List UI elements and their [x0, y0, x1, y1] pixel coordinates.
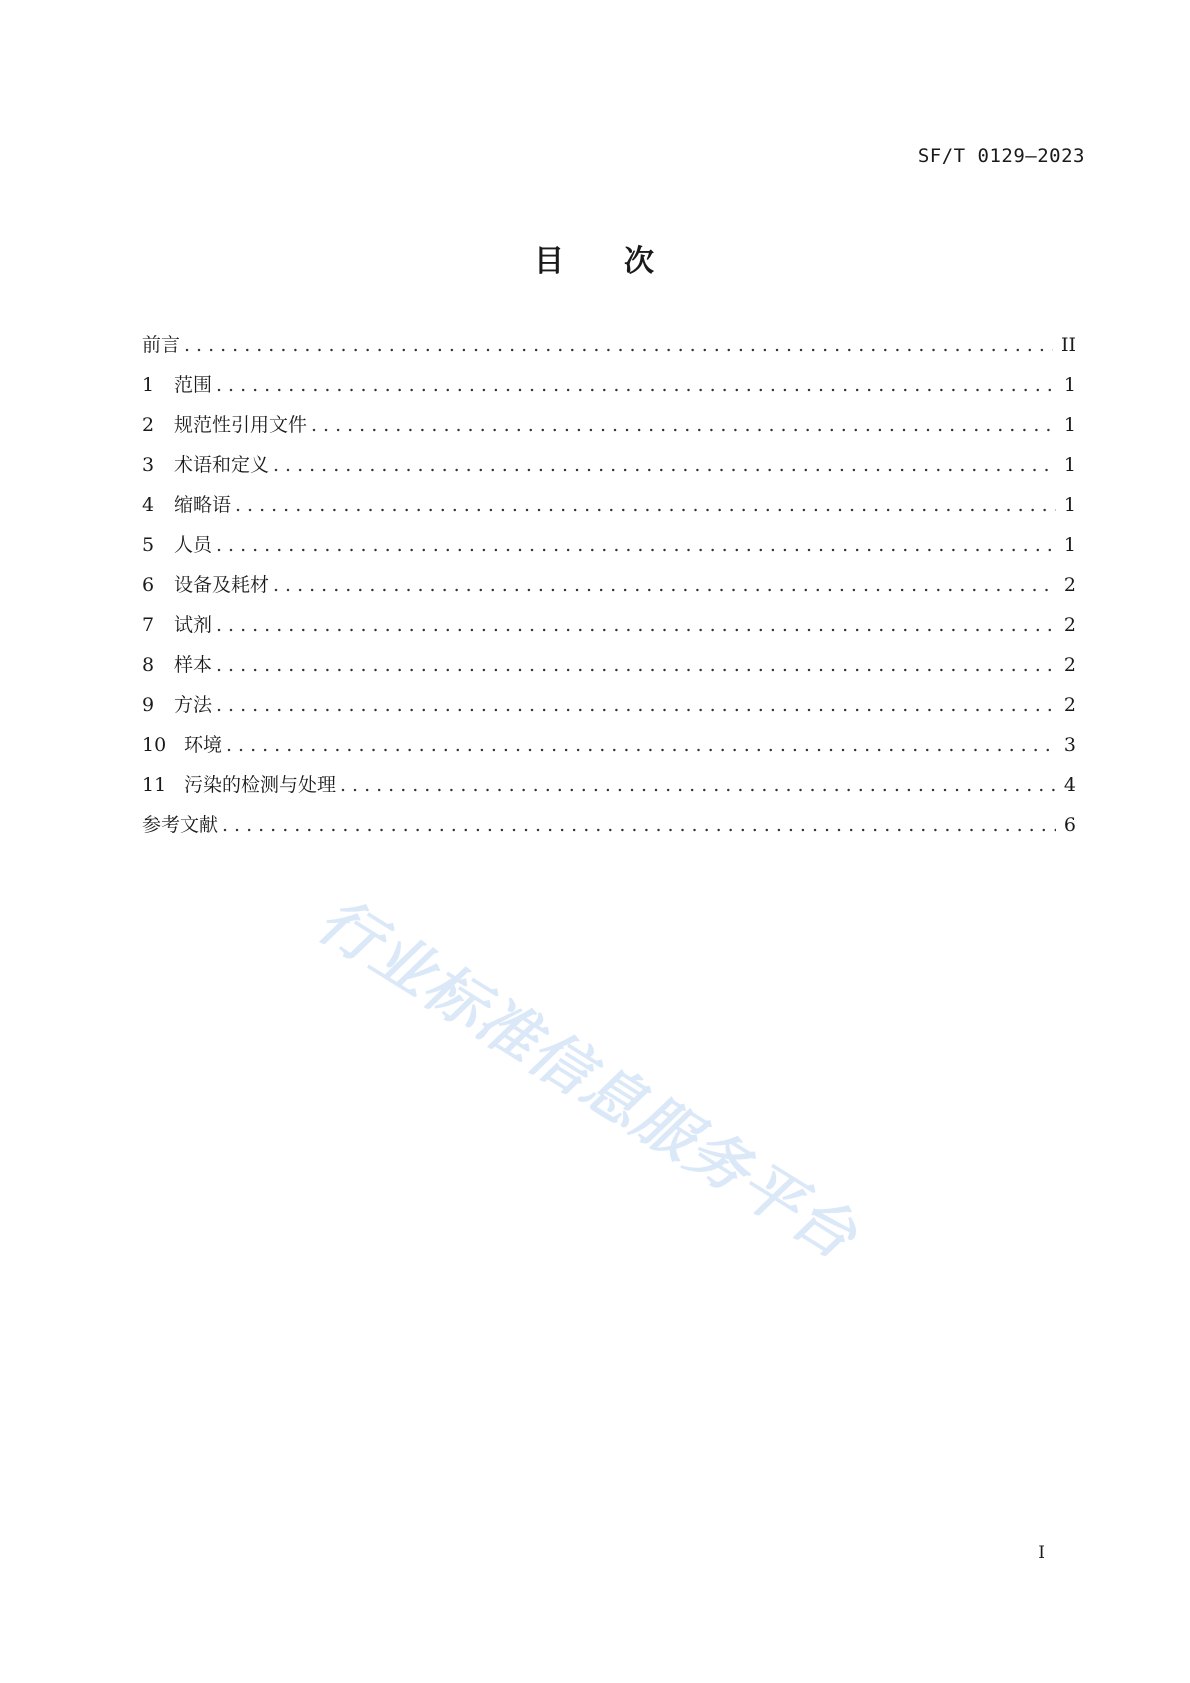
toc-leader: [235, 485, 1056, 525]
toc-leader: [216, 365, 1056, 405]
toc-entry-3[interactable]: [142, 445, 1076, 485]
page-title-part2: 次: [624, 244, 656, 279]
toc-entry-text: 范围: [174, 374, 213, 396]
toc-entry-text: 人员: [174, 534, 213, 556]
page-number: I: [1038, 1543, 1045, 1563]
watermark: 行业标准信息服务平台: [305, 885, 869, 1274]
toc-entry-text: 污染的检测与处理: [184, 774, 337, 796]
toc-entry-number: 8: [142, 654, 155, 676]
toc-entry-number: 11: [142, 774, 167, 796]
toc-entry-11[interactable]: [142, 765, 1076, 805]
toc-entry-number: 4: [142, 494, 155, 516]
table-of-contents: [142, 325, 1076, 845]
toc-entry-2[interactable]: [142, 405, 1076, 445]
toc-entry-number: 9: [142, 694, 155, 716]
toc-entry-text: 环境: [184, 734, 223, 756]
toc-entry-number: 5: [142, 534, 155, 556]
toc-entry-9[interactable]: [142, 685, 1076, 725]
toc-leader: [216, 605, 1056, 645]
toc-entry-5[interactable]: [142, 525, 1076, 565]
toc-entry-text: 设备及耗材: [174, 574, 270, 596]
toc-leader: [273, 565, 1056, 605]
toc-entry-page: 1: [1063, 414, 1076, 436]
toc-leader: [226, 725, 1056, 765]
toc-entry-number: 1: [142, 374, 155, 396]
toc-entry-text: 样本: [174, 654, 213, 676]
toc-entry-page: II: [1060, 334, 1076, 356]
page-title-part1: 目: [534, 244, 566, 279]
toc-leader: [216, 645, 1056, 685]
toc-entry-page: 1: [1063, 534, 1076, 556]
toc-leader: [311, 405, 1056, 445]
toc-entry-references[interactable]: [142, 805, 1076, 845]
toc-entry-1[interactable]: [142, 365, 1076, 405]
toc-entry-text: 术语和定义: [174, 454, 270, 476]
toc-leader: [216, 685, 1056, 725]
toc-leader: [184, 325, 1053, 365]
toc-leader: [222, 805, 1056, 845]
toc-entry-7[interactable]: [142, 605, 1076, 645]
toc-entry-text: 缩略语: [174, 494, 232, 516]
standard-number: SF/T 0129—2023: [917, 145, 1085, 167]
toc-entry-page: 4: [1063, 774, 1076, 796]
toc-entry-text: 规范性引用文件: [174, 414, 308, 436]
toc-entry-page: 3: [1063, 734, 1076, 756]
toc-entry-10[interactable]: [142, 725, 1076, 765]
toc-entry-foreword[interactable]: [142, 325, 1076, 365]
toc-entry-text: 参考文献: [142, 814, 219, 836]
toc-leader: [273, 445, 1056, 485]
toc-entry-page: 2: [1063, 614, 1076, 636]
toc-entry-page: 2: [1063, 654, 1076, 676]
toc-entry-number: 2: [142, 414, 155, 436]
toc-entry-number: 10: [142, 734, 167, 756]
toc-entry-number: 6: [142, 574, 155, 596]
toc-entry-page: 1: [1063, 374, 1076, 396]
toc-entry-4[interactable]: [142, 485, 1076, 525]
toc-entry-page: 1: [1063, 454, 1076, 476]
toc-entry-6[interactable]: [142, 565, 1076, 605]
toc-entry-text: 方法: [174, 694, 213, 716]
toc-entry-8[interactable]: [142, 645, 1076, 685]
page-title: [0, 236, 1190, 280]
toc-entry-text: 试剂: [174, 614, 213, 636]
toc-leader: [340, 765, 1056, 805]
toc-entry-page: 6: [1063, 814, 1076, 836]
toc-leader: [216, 525, 1056, 565]
toc-entry-page: 2: [1063, 574, 1076, 596]
toc-entry-page: 1: [1063, 494, 1076, 516]
toc-entry-number: 3: [142, 454, 155, 476]
toc-entry-number: 7: [142, 614, 155, 636]
toc-entry-page: 2: [1063, 694, 1076, 716]
toc-entry-text: 前言: [142, 334, 181, 356]
